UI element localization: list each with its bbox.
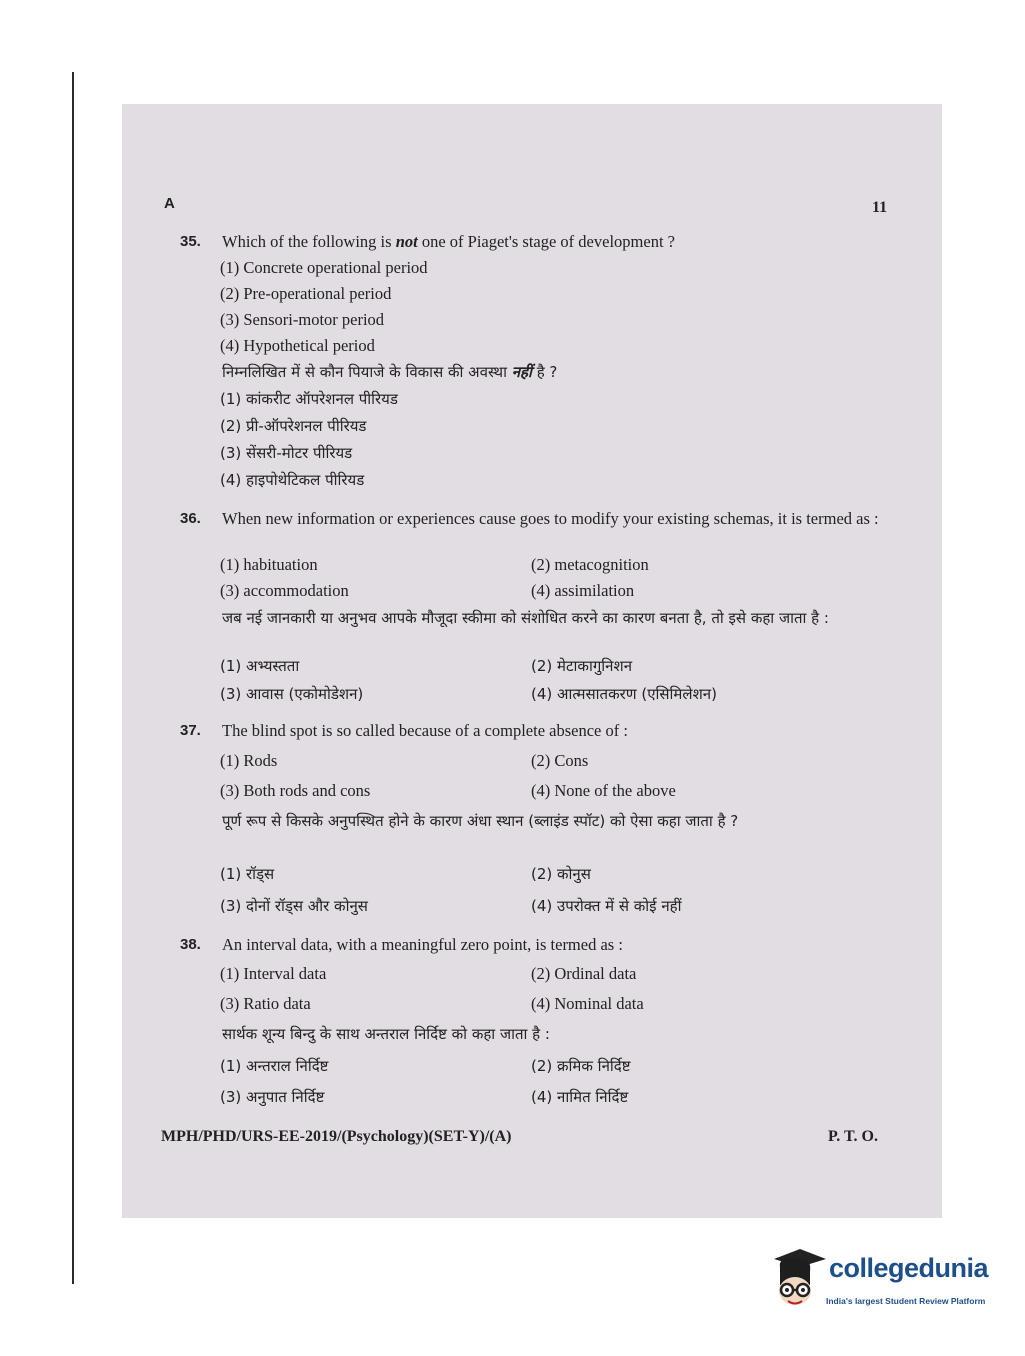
option-4-hindi: (4) नामित निर्दिष्ट [531, 1088, 629, 1106]
option-1: (1) habituation [220, 555, 318, 574]
question-number: 38. [180, 936, 201, 953]
question-text-hindi: पूर्ण रूप से किसके अनुपस्थित होने के कारण अंधा स्थान (ब्लाइंड स्पॉट) को ऐसा कहा जाता है ? [222, 812, 739, 830]
option-1-hindi: (1) कांकरीट ऑपरेशनल पीरियड [220, 390, 398, 408]
option-1-hindi: (1) रॉड्स [220, 865, 275, 883]
option-3: (3) Both rods and cons [220, 781, 371, 800]
option-4: (4) None of the above [531, 781, 676, 800]
collegedunia-logo[interactable] [766, 1245, 996, 1315]
option-4: (4) assimilation [531, 581, 635, 600]
option-2-hindi: (2) मेटाकागुनिशन [531, 657, 633, 675]
option-4-hindi: (4) उपरोक्त में से कोई नहीं [531, 897, 682, 915]
question-text-hindi: सार्थक शून्य बिन्दु के साथ अन्तराल निर्दिष्ट को कहा जाता है : [222, 1025, 550, 1043]
option-4-hindi: (4) आत्मसातकरण (एसिमिलेशन) [531, 685, 717, 703]
paper-code: MPH/PHD/URS-EE-2019/(Psychology)(SET-Y)/(A) [161, 1128, 512, 1145]
question-number: 36. [180, 510, 201, 527]
question-text: The blind spot is so called because of a complete absence of : [222, 721, 628, 740]
option-2: (2) metacognition [531, 555, 649, 574]
logo-wordmark: collegedunia [829, 1253, 989, 1283]
question-text: When new information or experiences cause goes to modify your existing schemas, it is termed as : [222, 509, 879, 528]
question-text-hindi: निम्नलिखित में से कौन पियाजे के विकास की अवस्था नहीं है ? [222, 363, 558, 381]
option-2: (2) Pre-operational period [220, 284, 392, 303]
option-2: (2) Cons [531, 751, 589, 770]
option-3-hindi: (3) दोनों रॉड्स और कोनुस [220, 897, 368, 915]
option-3: (3) accommodation [220, 581, 349, 600]
option-3: (3) Ratio data [220, 994, 311, 1013]
option-3-hindi: (3) आवास (एकोमोडेशन) [220, 685, 364, 703]
please-turn-over: P. T. O. [828, 1128, 878, 1145]
option-4: (4) Hypothetical period [220, 336, 375, 355]
question-number: 35. [180, 233, 201, 250]
emphasis-hindi: नहीं [511, 363, 532, 381]
option-4: (4) Nominal data [531, 994, 644, 1013]
option-2-hindi: (2) क्रमिक निर्दिष्ट [531, 1057, 631, 1075]
option-2-hindi: (2) कोनुस [531, 865, 591, 883]
option-1: (1) Concrete operational period [220, 258, 428, 277]
option-4-hindi: (4) हाइपोथेटिकल पीरियड [220, 471, 365, 489]
option-3-hindi: (3) अनुपात निर्दिष्ट [220, 1088, 325, 1106]
question-text-hindi: जब नई जानकारी या अनुभव आपके मौजूदा स्कीमा को संशोधित करने का कारण बनता है, तो इसे कहा जाता है : [222, 609, 829, 627]
logo-tagline: India's largest Student Review Platform [826, 1296, 986, 1306]
question-text: An interval data, with a meaningful zero point, is termed as : [222, 935, 623, 954]
student-mascot-icon [766, 1245, 826, 1315]
option-1: (1) Rods [220, 751, 278, 770]
option-1-hindi: (1) अन्तराल निर्दिष्ट [220, 1057, 329, 1075]
option-3-hindi: (3) सेंसरी-मोटर पीरियड [220, 444, 353, 462]
page-number: 11 [872, 199, 888, 216]
question-text: Which of the following is not one of Piaget's stage of development ? [222, 232, 675, 251]
option-3: (3) Sensori-motor period [220, 310, 385, 329]
page-margin-line [72, 72, 74, 1284]
option-2: (2) Ordinal data [531, 964, 637, 983]
set-label: A [164, 195, 175, 212]
option-1-hindi: (1) अभ्यस्तता [220, 657, 300, 675]
emphasis: not [395, 232, 418, 251]
option-2-hindi: (2) प्री-ऑपरेशनल पीरियड [220, 417, 367, 435]
option-1: (1) Interval data [220, 964, 327, 983]
question-number: 37. [180, 722, 201, 739]
